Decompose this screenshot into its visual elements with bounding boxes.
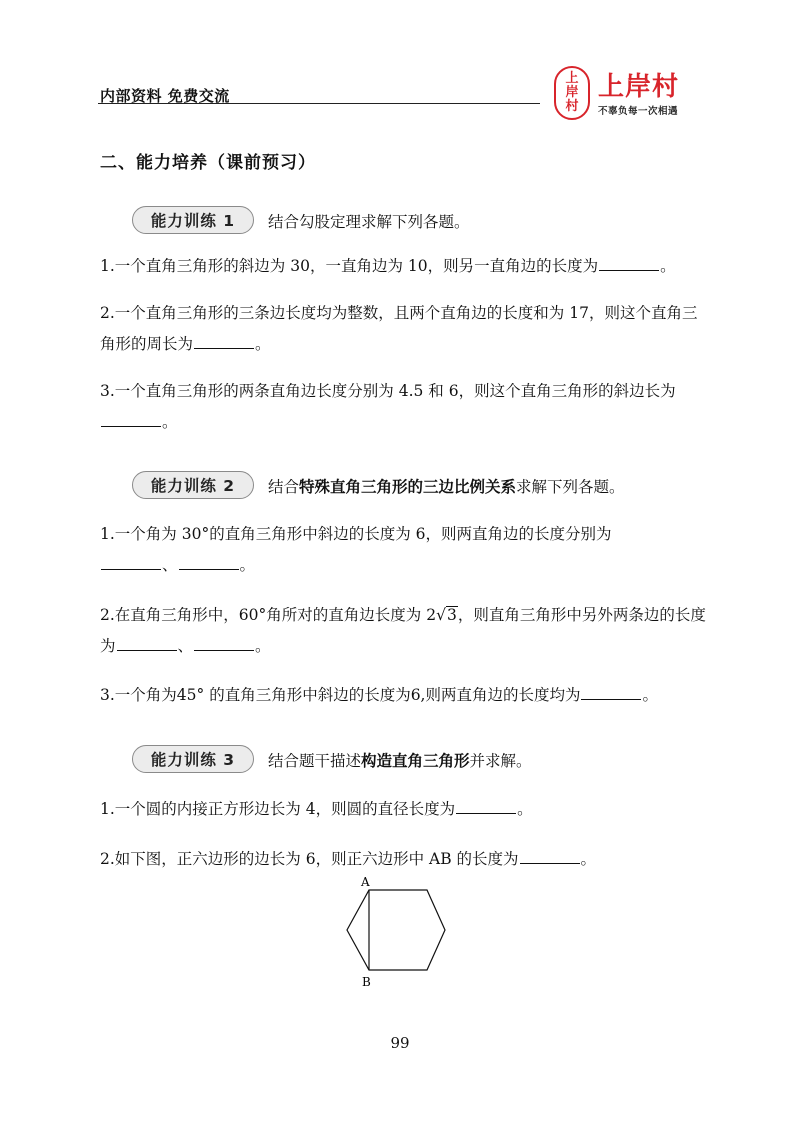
training-1-intro: 结合勾股定理求解下列各题。 (268, 213, 470, 231)
page-number: 99 (390, 1034, 410, 1052)
answer-blank[interactable] (520, 848, 580, 864)
answer-blank[interactable] (599, 255, 659, 271)
answer-blank[interactable] (179, 554, 239, 570)
logo-slogan: 不辜负每一次相遇 (598, 106, 679, 117)
t2-question-3: 3.一个角为45° 的直角三角形中斜边的长度为6,则两直角边的长度均为 。 (100, 686, 658, 704)
header-rule (98, 103, 540, 104)
t1-question-2: 2.一个直角三角形的三条边长度均为整数，且两个直角边的长度和为 17，则这个直角三角形的周长为 。 (100, 304, 698, 353)
label-a: A (361, 875, 370, 889)
training-2-intro: 结合特殊直角三角形的三边比例关系求解下列各题。 (268, 478, 625, 496)
answer-blank[interactable] (581, 684, 641, 700)
t1-question-1: 1.一个直角三角形的斜边为 30，一直角边为 10，则另一直角边的长度为 。 (100, 257, 676, 275)
label-b: B (362, 975, 371, 989)
t3-question-1: 1.一个圆的内接正方形边长为 4，则圆的直径长度为 。 (100, 800, 533, 818)
logo-seal: 上 岸 村 (554, 66, 590, 120)
training-3-label: 能力训练 3 (132, 745, 254, 773)
answer-blank[interactable] (194, 635, 254, 651)
training-3-intro: 结合题干描述构造直角三角形并求解。 (268, 752, 532, 770)
t1-question-3: 3.一个直角三角形的两条直角边长度分别为 4.5 和 6，则这个直角三角形的斜边长为。 (100, 382, 676, 431)
hexagon-outline (347, 890, 445, 970)
training-2-label: 能力训练 2 (132, 471, 254, 499)
answer-blank[interactable] (194, 333, 254, 349)
header-text: 内部资料 免费交流 (100, 87, 230, 105)
hexagon-figure (343, 874, 453, 996)
answer-blank[interactable] (456, 798, 516, 814)
answer-blank[interactable] (101, 554, 161, 570)
training-1-label: 能力训练 1 (132, 206, 254, 234)
answer-blank[interactable] (117, 635, 177, 651)
section-title: 二、能力培养（课前预习） (100, 153, 316, 173)
sqrt-symbol: √3 (436, 606, 457, 624)
answer-blank[interactable] (101, 411, 161, 427)
logo-brand: 上岸村 (598, 72, 680, 102)
t2-question-2: 2.在直角三角形中，60°角所对的直角边长度为 2√3，则直角三角形中另外两条边的长度为 、 。 (100, 606, 706, 655)
t2-question-1: 1.一个角为 30°的直角三角形中斜边的长度为 6，则两直角边的长度分别为 、 。 (100, 525, 612, 574)
t3-question-2: 2.如下图，正六边形的边长为 6，则正六边形中 AB 的长度为 。 (100, 850, 597, 868)
